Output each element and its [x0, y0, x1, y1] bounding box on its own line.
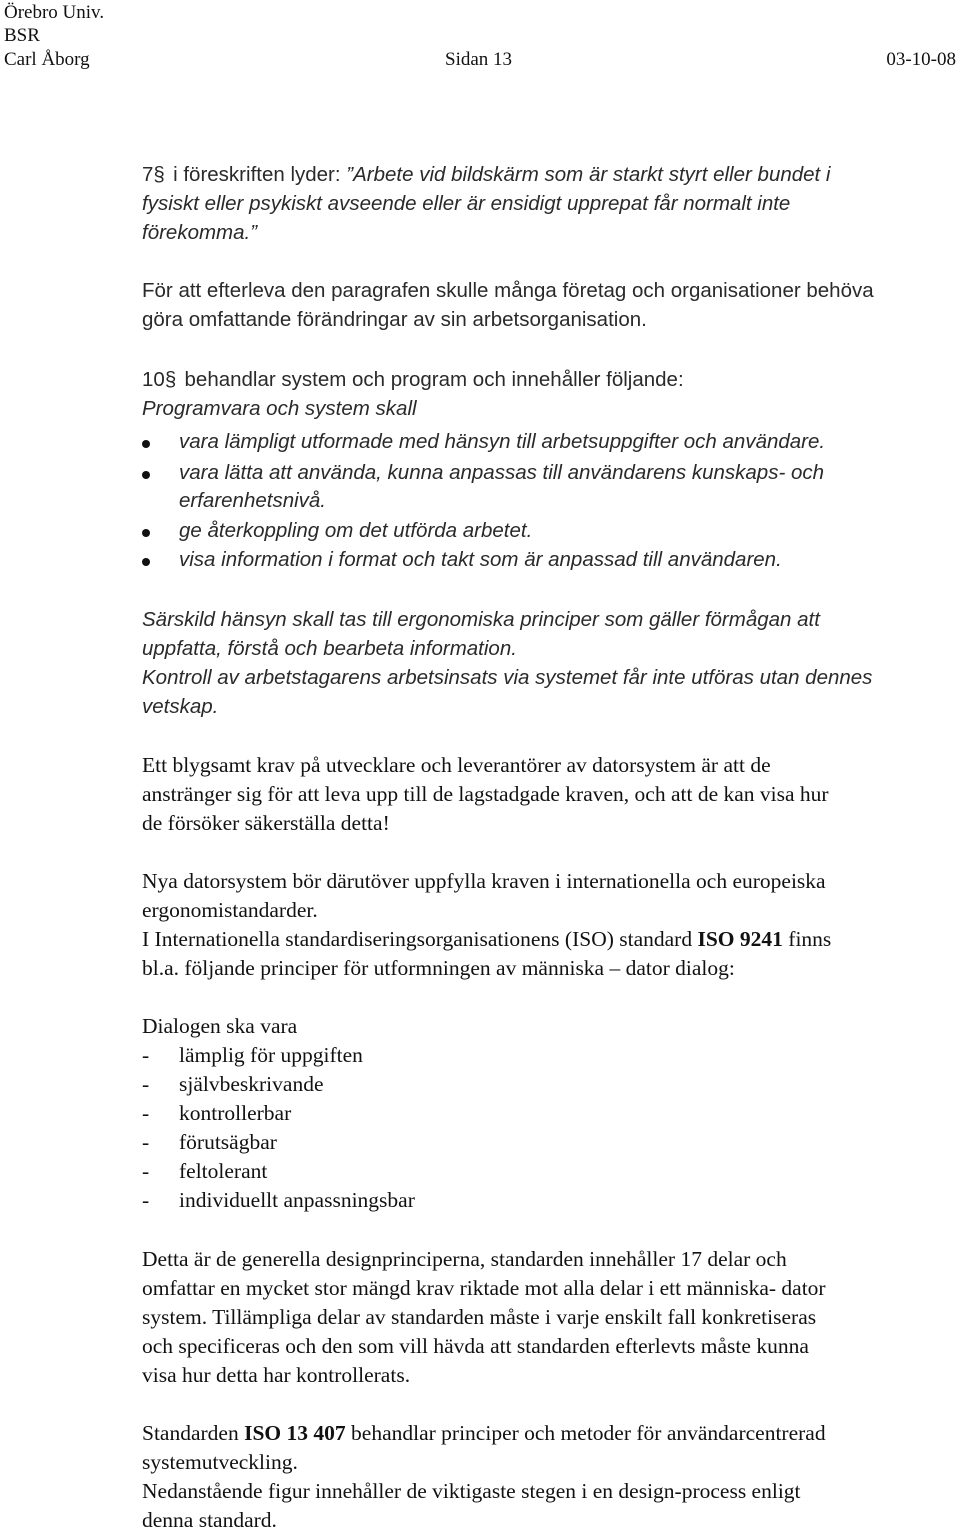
section-7-intro: i föreskriften lyder: [173, 163, 341, 186]
section-10-subhead: Programvara och system skall [142, 397, 417, 420]
section-7-line1 [142, 160, 831, 189]
header-page-number: Sidan 13 [445, 49, 513, 70]
header-author: Carl Åborg [4, 49, 90, 70]
section-symbol-icon: § [164, 368, 177, 391]
paragraph-line: visa hur detta har kontrollerats. [142, 1363, 411, 1387]
section-10-text: behandlar system och program och innehåller följande: [184, 368, 684, 391]
header-date: 03-10-08 [886, 49, 956, 70]
section-10-number: 10 [142, 368, 165, 391]
paragraph-line: ergonomistandarder. [142, 898, 318, 922]
bullet-icon [142, 529, 150, 537]
header-dept: BSR [4, 25, 40, 46]
paragraph-line: anstränger sig för att leva upp till de lagstadgade kraven, och att de kan visa hur [142, 782, 829, 806]
dialog-list-item-label: förutsägbar [179, 1130, 277, 1154]
bullet-item: vara lätta att använda, kunna anpassas till användarens kunskaps- och [179, 461, 825, 484]
section-7-quote-line3: förekomma.” [142, 221, 258, 244]
section-7-quote-line2: fysiskt eller psykiskt avseende eller är ensidigt upprepat får normalt inte [142, 192, 791, 215]
paragraph-line: bl.a. följande principer för utformningen av människa – dator dialog: [142, 956, 735, 980]
dialog-list-item-label: individuellt anpassningsbar [179, 1188, 415, 1212]
paragraph-line: denna standard. [142, 1508, 277, 1532]
paragraph-line: de försöker säkerställa detta! [142, 811, 390, 835]
paragraph-line: system. Tillämpliga delar av standarden måste i varje enskilt fall konkretiseras [142, 1305, 817, 1329]
bullet-item: vara lämpligt utformade med hänsyn till arbetsuppgifter och användare. [179, 430, 826, 453]
paragraph-line: Detta är de generella designprinciperna, standarden innehåller 17 delar och [142, 1247, 787, 1271]
paragraph-line: och specificeras och den som vill hävda att standarden efterlevts måste kunna [142, 1334, 809, 1358]
dialog-list-item-label: lämplig för uppgiften [179, 1043, 363, 1067]
paragraph-line: Nya datorsystem bör därutöver uppfylla kraven i internationella och europeiska [142, 869, 826, 893]
paragraph-line: omfattar en mycket stor mängd krav riktade mot alla delar i ett människa- dator [142, 1276, 826, 1300]
dialog-list-item-label: kontrollerbar [179, 1101, 292, 1125]
section-10-p1-line2: uppfatta, förstå och bearbeta information. [142, 637, 517, 660]
dialog-list-item-label: självbeskrivande [179, 1072, 324, 1096]
bullet-icon [142, 440, 150, 448]
section-10 [142, 365, 947, 725]
comment-line1: För att efterleva den paragrafen skulle många företag och organisationer behöva [142, 279, 874, 302]
dialog-list-item: - [142, 1188, 150, 1212]
bullet-item: visa information i format och takt som är anpassad till användaren. [179, 548, 782, 571]
dialog-list-item: - [142, 1130, 150, 1154]
dialog-list-item: - [142, 1159, 150, 1183]
bullet-icon [142, 471, 150, 479]
section-7-quote-line1: Arbete vid bildskärm som är starkt styrt eller bundet i [353, 163, 831, 186]
iso-9241-label: ISO 9241 [697, 927, 783, 951]
dialog-list-item: - [142, 1043, 150, 1067]
header-org: Örebro Univ. [4, 2, 105, 23]
iso-9241-line: I Internationella standardiseringsorganisationens (ISO) standard ISO 9241 finns [142, 927, 832, 951]
bullet-icon [142, 558, 150, 566]
paragraph-line: Nedanstående figur innehåller de viktigaste stegen i en design-process enligt [142, 1479, 801, 1503]
dialog-list-heading: Dialogen ska vara [142, 1014, 298, 1038]
dialog-list-item: - [142, 1072, 150, 1096]
dialog-list-item-label: feltolerant [179, 1159, 268, 1183]
section-symbol-icon: § [153, 163, 165, 186]
paragraph-line: Ett blygsamt krav på utvecklare och leverantörer av datorsystem är att de [142, 753, 771, 777]
section-10-heading [142, 365, 684, 394]
iso-13407-label: ISO 13 407 [244, 1421, 346, 1445]
section-10-p2-line2: vetskap. [142, 695, 219, 718]
iso-13407-line: Standarden ISO 13 407 behandlar principer och metoder för användarcentrerad [142, 1421, 826, 1445]
section-10-p1-line1: Särskild hänsyn skall tas till ergonomiska principer som gäller förmågan att [142, 608, 820, 631]
comment-line2: göra omfattande förändringar av sin arbetsorganisation. [142, 308, 647, 331]
bullet-item: ge återkoppling om det utförda arbetet. [179, 519, 533, 542]
dialog-list-item: - [142, 1101, 150, 1125]
quote-open-mark: ” [346, 163, 354, 186]
section-10-p2-line1: Kontroll av arbetstagarens arbetsinsats via systemet får inte utföras utan dennes [142, 666, 873, 689]
section-7-number: 7 [142, 163, 154, 186]
bullet-item-cont: erfarenhetsnivå. [179, 489, 327, 512]
paragraph-line: systemutveckling. [142, 1450, 298, 1474]
